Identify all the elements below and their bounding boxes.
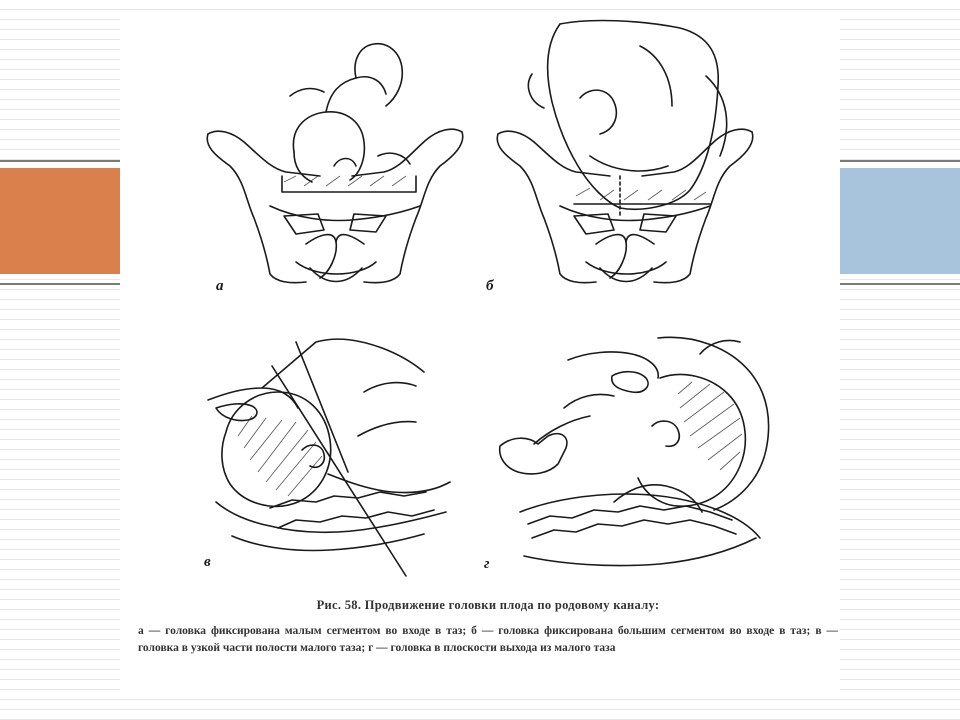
slide-accent-block-right — [840, 168, 960, 274]
panel-v-illustration — [208, 339, 450, 576]
panel-a-illustration — [207, 44, 463, 283]
textbook-figure — [120, 16, 840, 696]
panel-b-illustration — [497, 21, 753, 283]
caption-title: Рис. 58. Продвижение головки плода по родовому каналу: — [316, 598, 660, 612]
panel-label-g: г — [484, 556, 490, 572]
shading-hatching — [238, 176, 742, 496]
figure-caption — [138, 598, 838, 657]
panel-label-v: в — [204, 554, 211, 570]
panel-label-a: а — [216, 278, 224, 294]
figure-illustrations — [120, 16, 840, 596]
slide-accent-block-left — [0, 168, 120, 274]
panel-label-b: б — [486, 278, 494, 294]
caption-text: а — головка фиксирована малым сегментом во входе в таз; б — головка фиксирована большим сегментом во входе в таз; в — головка в узкой части полости малого таза; г — головка в плоскости выхода из малого таза — [138, 625, 838, 654]
panel-g-illustration — [500, 337, 769, 565]
